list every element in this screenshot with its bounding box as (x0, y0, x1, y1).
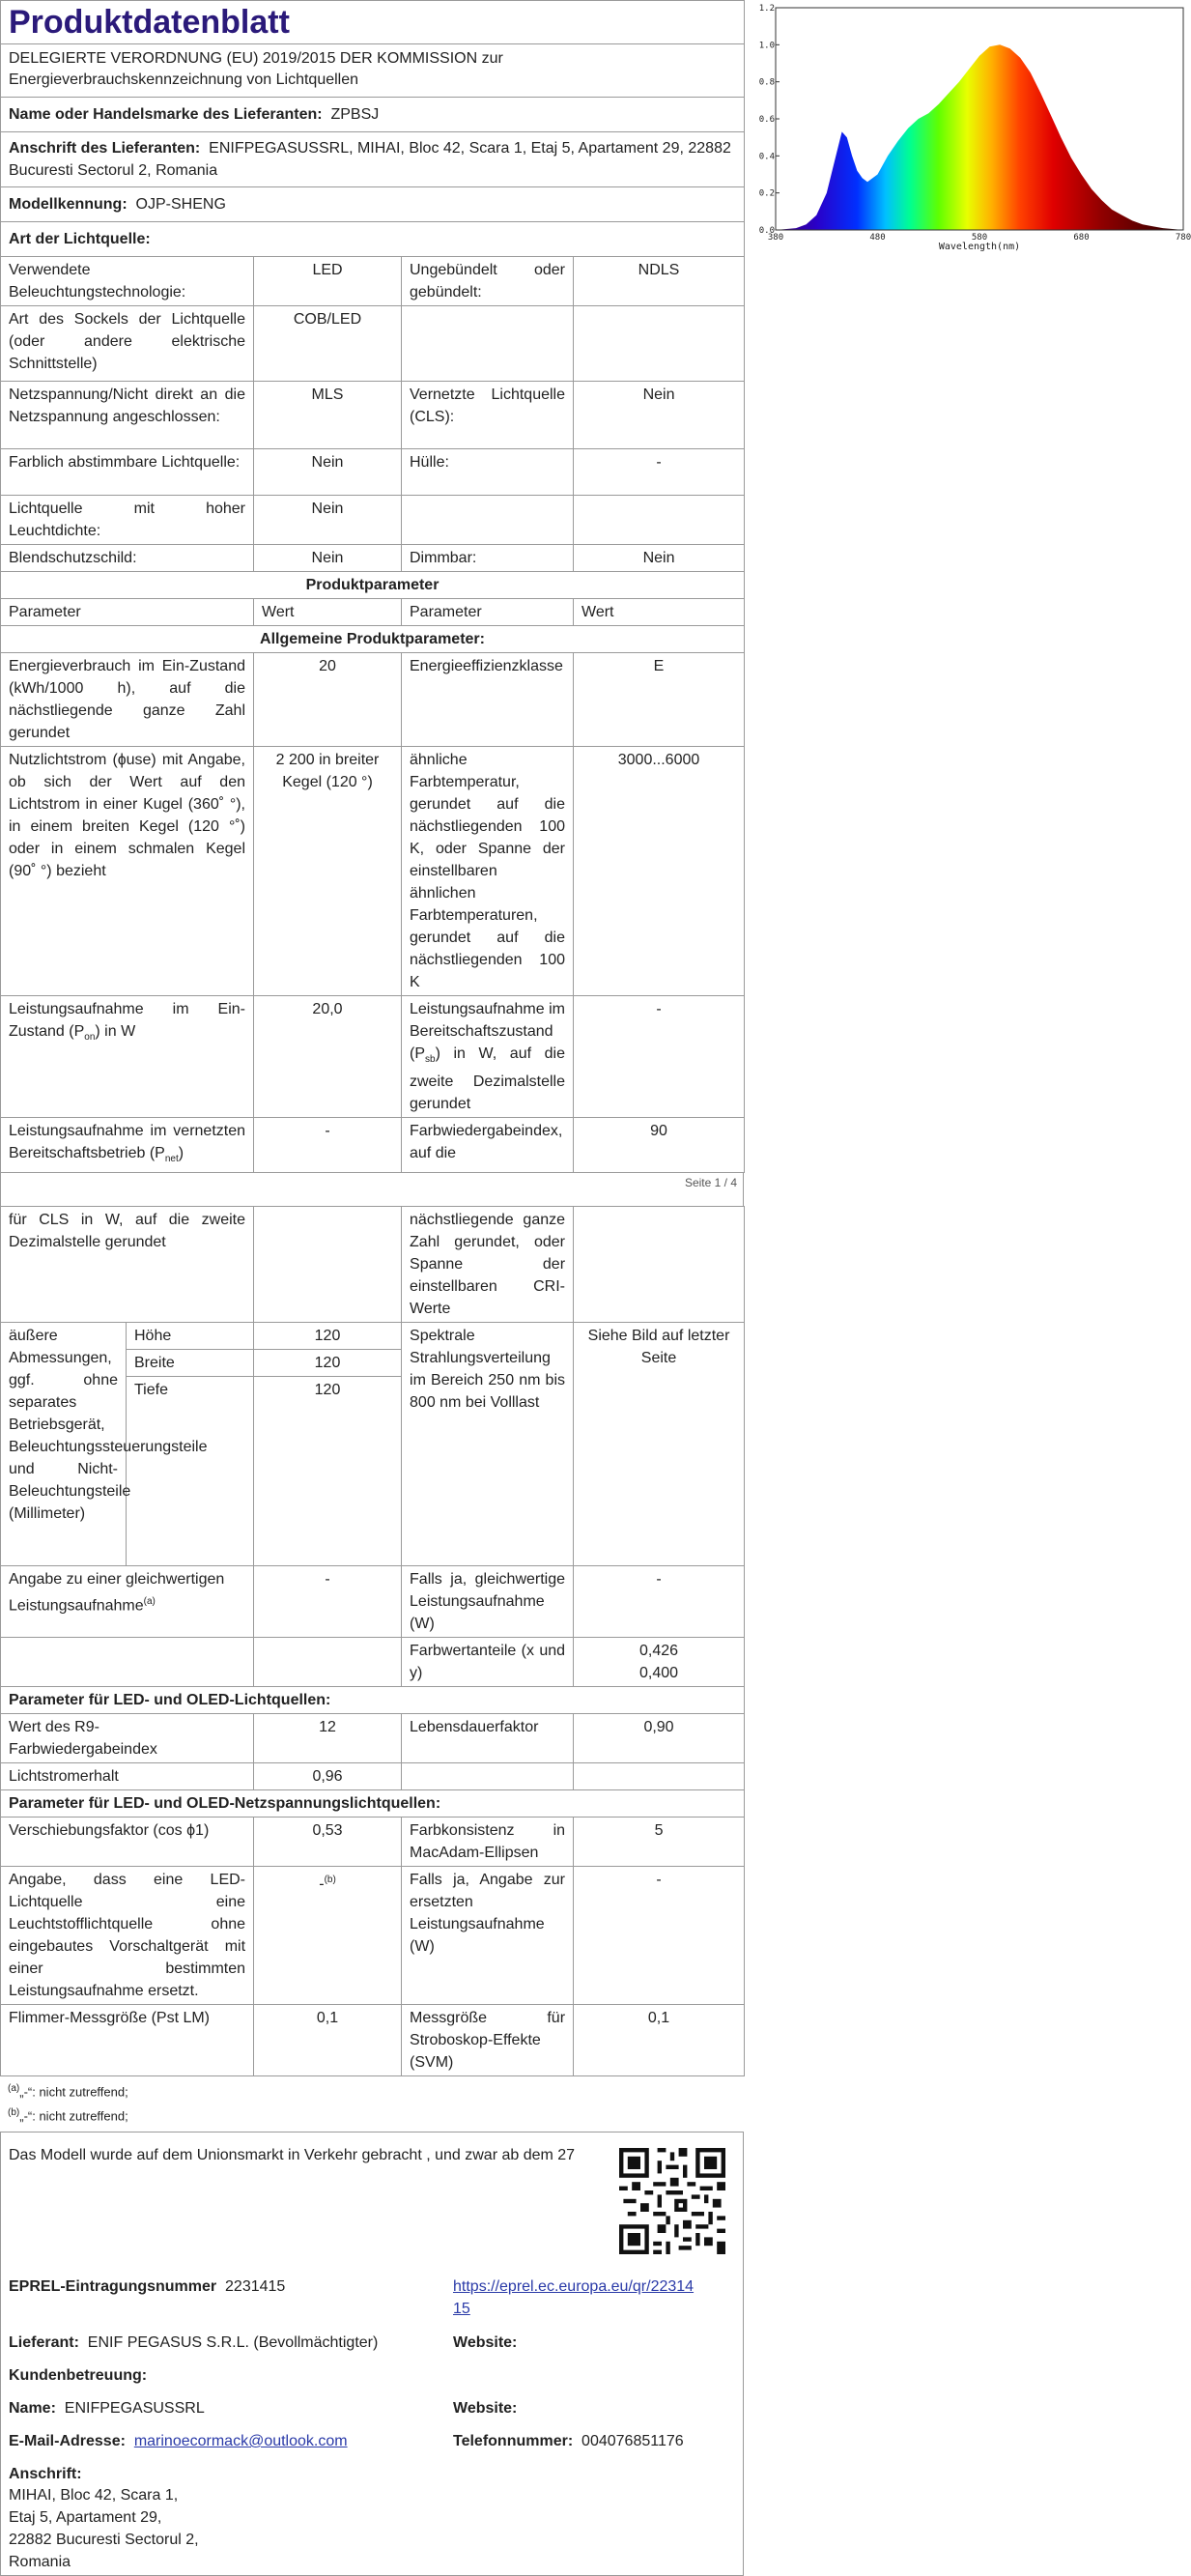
email-link[interactable]: marinoecormack@outlook.com (133, 2433, 348, 2450)
flux-label: Nutzlichtstrom (ɸuse) mit Angabe, ob sich der Wert auf den Lichtstrom in einer Kugel (360˚ °), in einem breiten Kegel (120 °˚) oder in einem schmalen Kegel (90˚ °) bezieht (1, 747, 254, 996)
life-value: 0,90 (574, 1714, 745, 1763)
y-tick-label: 1.2 (758, 4, 775, 14)
replace2-value: - (574, 1867, 745, 2005)
width-label: Breite (127, 1350, 254, 1377)
qr-code-icon (619, 2148, 725, 2254)
x-axis-label: Wavelength(nm) (938, 242, 1021, 252)
height-value: 120 (254, 1323, 402, 1350)
y-axis-ticks (759, 4, 780, 236)
dimmable-value: Nein (574, 545, 745, 572)
width-value: 120 (254, 1350, 402, 1377)
product-params-heading: Produktparameter (1, 572, 745, 599)
psb-label: Leistungsaufnahme im Bereitschaftszustand $(P_{sb})$ in W, auf die zweite Dezimalstelle gerundet (402, 996, 574, 1118)
r9-label: Wert des R9-Farbwiedergabeindex (1, 1714, 254, 1763)
model-row: Modellkennung: OJP-SHENG (1, 187, 745, 222)
page-title: Produktdatenblatt (1, 1, 745, 44)
spectral-value: Siehe Bild auf letzter Seite (574, 1323, 745, 1566)
page-number: Seite 1 / 4 (684, 1176, 737, 1190)
equivalent-label: Angabe zu einer gleichwertigen Leistungsaufnahme$^{(a)}$ (1, 1566, 254, 1638)
directional-label: Ungebündelt oder gebündelt: (402, 257, 574, 306)
x-tick-label: 780 (1175, 233, 1191, 243)
empty-cell (574, 306, 745, 382)
dimensions-label: äußere Abmessungen, ggf. ohne separates Betriebsgerät, Beleuchtungssteuerungsteile und Nicht-Beleuchtungsteile (Millimeter) (1, 1323, 127, 1566)
pon-label: Leistungsaufnahme im Ein-Zustand $(P_{on})$ in W (1, 996, 254, 1118)
spectral-label: Spektrale Strahlungsverteilung im Bereich 250 nm bis 800 nm bei Volllast (402, 1323, 574, 1566)
empty-cell (402, 306, 574, 382)
cs-name-row: Name: ENIFPEGASUSSRL (9, 2400, 205, 2418)
col-param-2: Parameter (402, 599, 574, 626)
x-tick-label: 680 (1073, 233, 1090, 243)
depth-value: 120 (254, 1377, 402, 1566)
footnote-a: $^{(a)}$„-“: nicht zutreffend; (8, 2083, 128, 2100)
strobo-label: Messgröße für Stroboskop-Effekte (SVM) (402, 2005, 574, 2076)
y-tick-label: 1.0 (758, 41, 775, 51)
spectrum-chart-svg (758, 0, 1191, 252)
cos-label: Verschiebungsfaktor (cos ϕ1) (1, 1818, 254, 1867)
energy-label: Energieverbrauch im Ein-Zustand (kWh/1000 h), auf die nächstliegende ganze Zahl gerundet (1, 653, 254, 747)
envelope-value: - (574, 449, 745, 496)
efficiency-class-value: E (574, 653, 745, 747)
footnotes (0, 2076, 744, 2128)
macadam-label: Farbkonsistenz in MacAdam-Ellipsen (402, 1818, 574, 1867)
empty-cell (574, 496, 745, 545)
general-params-heading: Allgemeine Produktparameter: (1, 626, 745, 653)
chromaticity-value: 0,426 0,400 (574, 1638, 745, 1687)
maintenance-value: 0,96 (254, 1763, 402, 1790)
light-source-heading: Art der Lichtquelle: (1, 222, 745, 257)
cs-address-label: Anschrift: (9, 2466, 82, 2483)
equivalent2-value: - (574, 1566, 745, 1638)
cls-value: Nein (574, 382, 745, 449)
hl-label: Lichtquelle mit hoher Leuchtdichte: (1, 496, 254, 545)
height-label: Höhe (127, 1323, 254, 1350)
antiglare-value: Nein (254, 545, 402, 572)
cs-address: MIHAI, Bloc 42, Scara 1, Etaj 5, Apartament 29, 22882 Bucuresti Sectorul 2, Romania (9, 2487, 199, 2571)
footnote-b: $^{(b)}$„-“: nicht zutreffend; (8, 2106, 128, 2124)
page-break (0, 1173, 744, 1206)
cap-label: Art des Sockels der Lichtquelle (oder andere elektrische Schnittstelle) (1, 306, 254, 382)
sheet-table-page1 (0, 0, 745, 1173)
tech-value: LED (254, 257, 402, 306)
equivalent2-label: Falls ja, gleichwertige Leistungsaufnahme (W) (402, 1566, 574, 1638)
maintenance-label: Lichtstromerhalt (1, 1763, 254, 1790)
customer-service-label: Kundenbetreuung: (9, 2367, 148, 2385)
y-tick-label: 0.4 (758, 152, 775, 162)
dimmable-label: Dimmbar: (402, 545, 574, 572)
spectrum-chart (758, 0, 1191, 252)
spectrum-area (776, 44, 1183, 230)
pon-value: 20,0 (254, 996, 402, 1118)
equivalent-value: - (254, 1566, 402, 1638)
empty-cell (574, 1763, 745, 1790)
supplier-address-row: Anschrift des Lieferanten: ENIFPEGASUSSRL, MIHAI, Bloc 42, Scara 1, Etaj 5, Apartament 29, 22882 Bucuresti Sectorul 2, Romania (1, 132, 745, 187)
empty-cell (402, 1763, 574, 1790)
supplier-website-label: Website: (453, 2334, 518, 2352)
sheet-table-page2 (0, 1206, 745, 2076)
cs-phone-row: Telefonnummer: 004076851176 (453, 2433, 684, 2450)
pnet-label: Leistungsaufnahme im vernetzten Bereitschaftsbetrieb $(P_{net})$ (1, 1118, 254, 1173)
supplier-row: Lieferant: ENIF PEGASUS S.R.L. (Bevollmächtigter) (9, 2334, 379, 2352)
empty-cell (402, 496, 574, 545)
macadam-value: 5 (574, 1818, 745, 1867)
x-tick-label: 380 (767, 233, 784, 243)
y-tick-label: 0.0 (758, 226, 775, 236)
mains-value: MLS (254, 382, 402, 449)
x-tick-label: 480 (869, 233, 886, 243)
hl-value: Nein (254, 496, 402, 545)
cri-label-continued: nächstliegende ganze Zahl gerundet, oder Spanne der einstellbaren CRI-Werte (402, 1207, 574, 1323)
replace-label: Angabe, dass eine LED-Lichtquelle eine Leuchtstofflichtquelle ohne eingebautes Vorschaltgerät mit einer bestimmten Leistungsaufnahme ersetzt. (1, 1867, 254, 2005)
cos-value: 0,53 (254, 1818, 402, 1867)
mains-params-heading: Parameter für LED- und OLED-Netzspannungslichtquellen: (1, 1790, 745, 1818)
directional-value: NDLS (574, 257, 745, 306)
col-value-2: Wert (574, 599, 745, 626)
r9-value: 12 (254, 1714, 402, 1763)
tunable-value: Nein (254, 449, 402, 496)
energy-value: 20 (254, 653, 402, 747)
empty-cell (254, 1638, 402, 1687)
flicker-value: 0,1 (254, 2005, 402, 2076)
market-text: Das Modell wurde auf dem Unionsmarkt in Verkehr gebracht , und zwar ab dem 27 (9, 2147, 576, 2164)
cri-label: Farbwiedergabeindex, auf die (402, 1118, 574, 1173)
y-tick-label: 0.2 (758, 188, 775, 199)
efficiency-class-label: Energieeffizienzklasse (402, 653, 574, 747)
col-value-1: Wert (254, 599, 402, 626)
replace-value: -$^{(b)}$ (254, 1867, 402, 2005)
led-params-heading: Parameter für LED- und OLED-Lichtquellen: (1, 1687, 745, 1714)
flux-value: 2 200 in breiter Kegel (120 °) (254, 747, 402, 996)
y-tick-label: 0.8 (758, 77, 775, 88)
empty-cell (254, 1207, 402, 1323)
tunable-label: Farblich abstimmbare Lichtquelle: (1, 449, 254, 496)
cs-email-row: E-Mail-Adresse: marinoecormack@outlook.com (9, 2433, 348, 2450)
life-label: Lebensdauerfaktor (402, 1714, 574, 1763)
depth-label: Tiefe (127, 1377, 254, 1566)
pnet-label-continued: für CLS in W, auf die zweite Dezimalstelle gerundet (1, 1207, 254, 1323)
col-param-1: Parameter (1, 599, 254, 626)
empty-cell (574, 1207, 745, 1323)
tech-label: Verwendete Beleuchtungstechnologie: (1, 257, 254, 306)
cct-value: 3000...6000 (574, 747, 745, 996)
mains-label: Netzspannung/Nicht direkt an die Netzspannung angeschlossen: (1, 382, 254, 449)
cri-value: 90 (574, 1118, 745, 1173)
x-tick-label: 580 (971, 233, 988, 243)
cls-label: Vernetzte Lichtquelle (CLS): (402, 382, 574, 449)
contact-box (0, 2132, 744, 2576)
cs-website-label: Website: (453, 2400, 518, 2418)
eprel-row: EPREL-Eintragungsnummer 2231415 (9, 2278, 286, 2296)
flicker-label: Flimmer-Messgröße (Pst LM) (1, 2005, 254, 2076)
eprel-link[interactable]: https://eprel.ec.europa.eu/qr/2231415 (453, 2278, 695, 2318)
cct-label: ähnliche Farbtemperatur, gerundet auf die nächstliegenden 100 K, oder Spanne der einstellbaren ähnlichen Farbtemperaturen, gerundet auf die nächstliegenden 100 K (402, 747, 574, 996)
envelope-label: Hülle: (402, 449, 574, 496)
empty-cell (1, 1638, 254, 1687)
strobo-value: 0,1 (574, 2005, 745, 2076)
supplier-name-row: Name oder Handelsmarke des Lieferanten: ZPBSJ (1, 98, 745, 132)
pnet-value: - (254, 1118, 402, 1173)
y-tick-label: 0.6 (758, 115, 775, 125)
chromaticity-label: Farbwertanteile (x und y) (402, 1638, 574, 1687)
replace2-label: Falls ja, Angabe zur ersetzten Leistungsaufnahme (W) (402, 1867, 574, 2005)
antiglare-label: Blendschutzschild: (1, 545, 254, 572)
regulation-text: DELEGIERTE VERORDNUNG (EU) 2019/2015 DER KOMMISSION zur Energieverbrauchskennzeichnung von Lichtquellen (1, 44, 745, 98)
cap-value: COB/LED (254, 306, 402, 382)
psb-value: - (574, 996, 745, 1118)
